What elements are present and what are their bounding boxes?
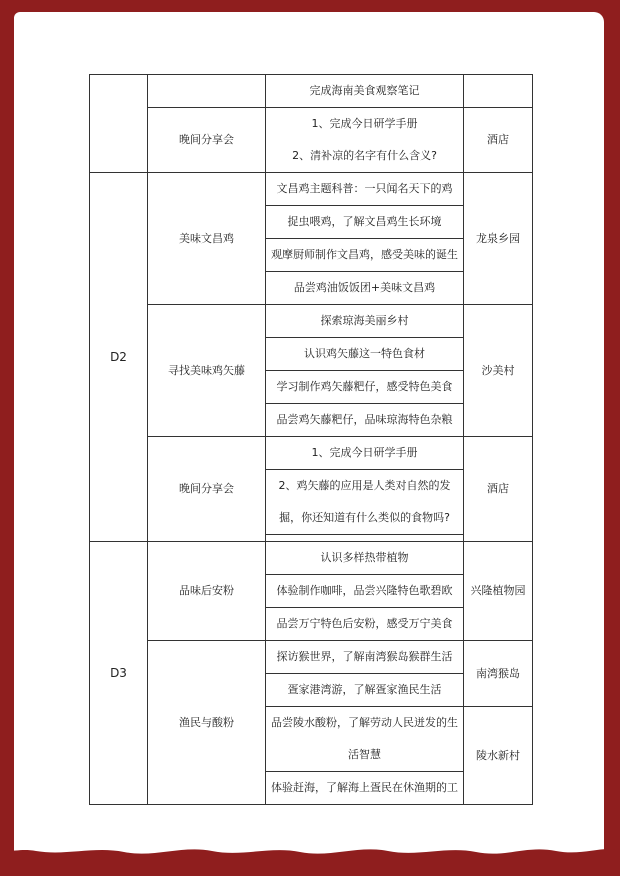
table-row (90, 641, 533, 674)
activity-cell: 体验赶海，了解海上疍民在休渔期的工 (266, 772, 464, 805)
activity-cell: 认识多样热带植物 (266, 542, 464, 575)
torn-edge-bottom (0, 836, 620, 876)
location-cell: 龙泉乡园 (464, 173, 533, 305)
day-cell-continued (90, 75, 148, 173)
table-row (90, 108, 533, 173)
activity-cell: 观摩厨师制作文昌鸡，感受美味的诞生 (266, 239, 464, 272)
activity-cell: 品尝鸡矢藤粑仔，品味琼海特色杂粮 (266, 404, 464, 437)
activity-cell: 1、完成今日研学手册 2、清补凉的名字有什么含义? (266, 108, 464, 173)
activity-cell: 探访猴世界，了解南湾猴岛猴群生活 (266, 641, 464, 674)
table-row (90, 437, 533, 470)
table-row (90, 173, 533, 206)
theme-cell: 晚间分享会 (148, 108, 266, 173)
itinerary-table (89, 74, 533, 805)
activity-cell: 捉虫喂鸡，了解文昌鸡生长环境 (266, 206, 464, 239)
activity-cell: 认识鸡矢藤这一特色食材 (266, 338, 464, 371)
theme-cell-empty (148, 75, 266, 108)
activity-cell: 1、完成今日研学手册 (266, 437, 464, 470)
activity-cell: 品尝万宁特色后安粉，感受万宁美食 (266, 608, 464, 641)
location-cell: 酒店 (464, 108, 533, 173)
location-cell: 兴隆植物园 (464, 542, 533, 641)
theme-cell: 寻找美味鸡矢藤 (148, 305, 266, 437)
location-cell: 酒店 (464, 437, 533, 542)
day-cell: D3 (90, 542, 148, 805)
table-row (90, 305, 533, 338)
activity-cell-spacer (266, 535, 464, 542)
activity-cell: 2、鸡矢藤的应用是人类对自然的发 掘，你还知道有什么类似的食物吗? (266, 470, 464, 535)
location-cell: 南湾猴岛 (464, 641, 533, 707)
activity-cell: 文昌鸡主题科普：一只闻名天下的鸡 (266, 173, 464, 206)
theme-cell: 渔民与酸粉 (148, 641, 266, 805)
location-cell-empty (464, 75, 533, 108)
activity-cell: 品尝陵水酸粉，了解劳动人民迸发的生 活智慧 (266, 707, 464, 772)
day-cell: D2 (90, 173, 148, 542)
location-cell: 陵水新村 (464, 707, 533, 805)
activity-cell: 完成海南美食观察笔记 (266, 75, 464, 108)
location-cell: 沙美村 (464, 305, 533, 437)
theme-cell: 品味后安粉 (148, 542, 266, 641)
activity-cell: 探索琼海美丽乡村 (266, 305, 464, 338)
activity-cell: 品尝鸡油饭饭团+美味文昌鸡 (266, 272, 464, 305)
activity-cell: 疍家港湾游，了解疍家渔民生活 (266, 674, 464, 707)
theme-cell: 美味文昌鸡 (148, 173, 266, 305)
table-row (90, 542, 533, 575)
activity-cell: 学习制作鸡矢藤粑仔，感受特色美食 (266, 371, 464, 404)
table-row (90, 75, 533, 108)
theme-cell: 晚间分享会 (148, 437, 266, 542)
activity-cell: 体验制作咖啡，品尝兴隆特色歌碧欧 (266, 575, 464, 608)
